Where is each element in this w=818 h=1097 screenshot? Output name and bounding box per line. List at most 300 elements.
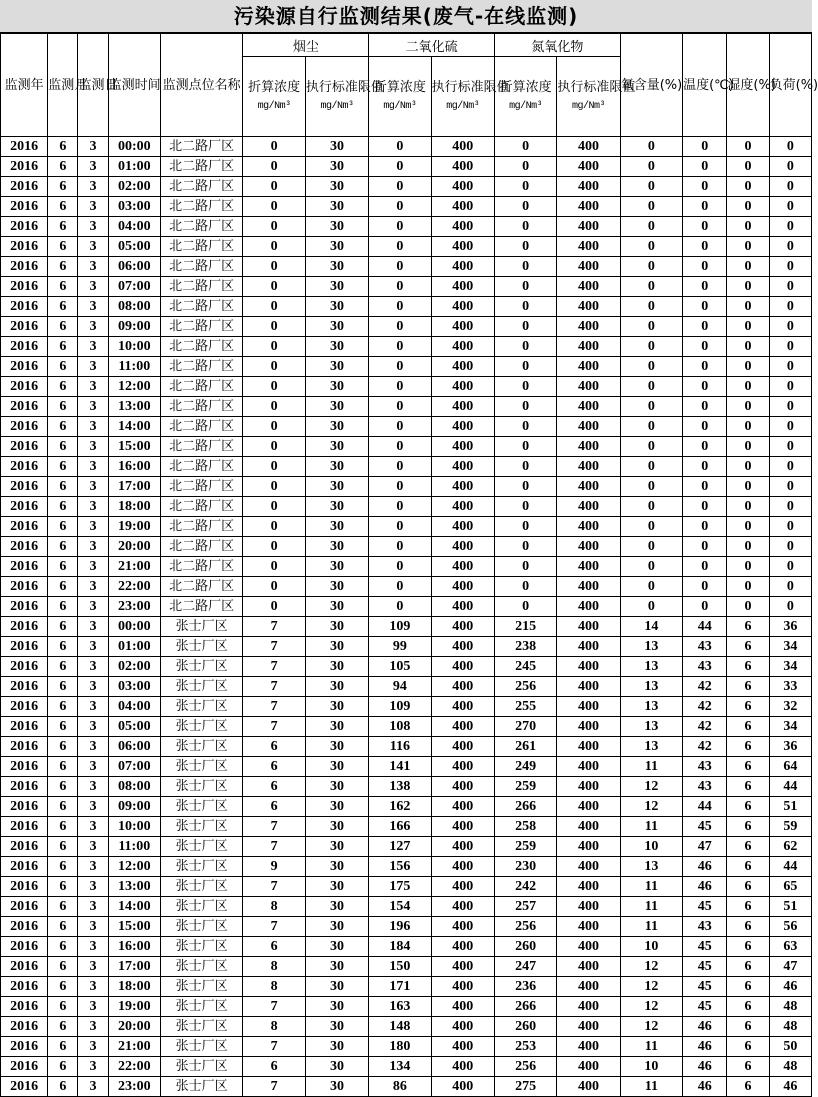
cell-nox-conc: 266 — [494, 797, 556, 817]
table-row — [1, 437, 812, 457]
cell-month: 6 — [48, 297, 78, 317]
cell-year: 2016 — [1, 197, 48, 217]
cell-nox-conc: 0 — [494, 577, 556, 597]
cell-dust-conc: 8 — [243, 1017, 305, 1037]
header-so2-conc: 折算浓度 mg/Nm³ — [369, 57, 431, 137]
cell-year: 2016 — [1, 677, 48, 697]
cell-site: 北二路厂区 — [160, 137, 243, 157]
table-row — [1, 657, 812, 677]
cell-time: 18:00 — [108, 977, 160, 997]
cell-year: 2016 — [1, 557, 48, 577]
cell-so2-conc: 116 — [369, 737, 431, 757]
header-month: 监测月 — [48, 34, 78, 137]
cell-year: 2016 — [1, 297, 48, 317]
cell-so2-limit: 400 — [431, 617, 494, 637]
cell-month: 6 — [48, 417, 78, 437]
cell-day: 3 — [78, 517, 108, 537]
cell-so2-limit: 400 — [431, 497, 494, 517]
cell-month: 6 — [48, 837, 78, 857]
cell-humidity: 0 — [727, 577, 769, 597]
cell-temperature: 0 — [683, 557, 727, 577]
cell-oxygen: 11 — [620, 1077, 682, 1097]
cell-nox-conc: 256 — [494, 677, 556, 697]
cell-so2-conc: 0 — [369, 297, 431, 317]
cell-day: 3 — [78, 457, 108, 477]
cell-humidity: 0 — [727, 317, 769, 337]
cell-nox-conc: 245 — [494, 657, 556, 677]
cell-temperature: 0 — [683, 137, 727, 157]
cell-temperature: 43 — [683, 637, 727, 657]
cell-day: 3 — [78, 277, 108, 297]
cell-so2-limit: 400 — [431, 297, 494, 317]
cell-site: 张士厂区 — [160, 737, 243, 757]
cell-dust-limit: 30 — [305, 157, 368, 177]
cell-oxygen: 10 — [620, 937, 682, 957]
cell-time: 23:00 — [108, 597, 160, 617]
cell-dust-conc: 0 — [243, 317, 305, 337]
cell-humidity: 0 — [727, 457, 769, 477]
cell-nox-limit: 400 — [557, 857, 620, 877]
cell-site: 北二路厂区 — [160, 417, 243, 437]
cell-load: 0 — [769, 237, 811, 257]
cell-load: 0 — [769, 577, 811, 597]
cell-site: 张士厂区 — [160, 837, 243, 857]
cell-day: 3 — [78, 877, 108, 897]
cell-time: 10:00 — [108, 817, 160, 837]
cell-load: 0 — [769, 497, 811, 517]
cell-nox-conc: 0 — [494, 297, 556, 317]
cell-month: 6 — [48, 537, 78, 557]
cell-temperature: 46 — [683, 1017, 727, 1037]
cell-month: 6 — [48, 177, 78, 197]
cell-dust-limit: 30 — [305, 757, 368, 777]
table-row — [1, 477, 812, 497]
page-title: 污染源自行监测结果(废气-在线监测) — [0, 0, 812, 33]
cell-year: 2016 — [1, 257, 48, 277]
cell-dust-conc: 7 — [243, 1077, 305, 1097]
cell-humidity: 0 — [727, 397, 769, 417]
cell-so2-limit: 400 — [431, 657, 494, 677]
cell-day: 3 — [78, 477, 108, 497]
cell-year: 2016 — [1, 617, 48, 637]
cell-time: 12:00 — [108, 377, 160, 397]
cell-year: 2016 — [1, 357, 48, 377]
cell-dust-limit: 30 — [305, 977, 368, 997]
table-row — [1, 237, 812, 257]
cell-year: 2016 — [1, 577, 48, 597]
cell-so2-conc: 0 — [369, 477, 431, 497]
cell-time: 20:00 — [108, 537, 160, 557]
cell-dust-limit: 30 — [305, 377, 368, 397]
cell-month: 6 — [48, 437, 78, 457]
cell-day: 3 — [78, 177, 108, 197]
cell-month: 6 — [48, 817, 78, 837]
cell-humidity: 0 — [727, 417, 769, 437]
cell-temperature: 0 — [683, 157, 727, 177]
cell-so2-conc: 0 — [369, 597, 431, 617]
cell-load: 0 — [769, 457, 811, 477]
cell-nox-limit: 400 — [557, 557, 620, 577]
cell-time: 16:00 — [108, 457, 160, 477]
cell-dust-conc: 7 — [243, 717, 305, 737]
cell-time: 09:00 — [108, 317, 160, 337]
cell-month: 6 — [48, 617, 78, 637]
cell-so2-limit: 400 — [431, 1037, 494, 1057]
header-temperature: 温度(℃) — [683, 34, 727, 137]
cell-nox-conc: 259 — [494, 777, 556, 797]
cell-site: 张士厂区 — [160, 697, 243, 717]
cell-year: 2016 — [1, 1037, 48, 1057]
table-row — [1, 457, 812, 477]
cell-nox-limit: 400 — [557, 1077, 620, 1097]
cell-load: 0 — [769, 317, 811, 337]
cell-day: 3 — [78, 377, 108, 397]
cell-dust-limit: 30 — [305, 277, 368, 297]
cell-so2-limit: 400 — [431, 797, 494, 817]
cell-month: 6 — [48, 1037, 78, 1057]
cell-load: 63 — [769, 937, 811, 957]
cell-site: 张士厂区 — [160, 617, 243, 637]
cell-temperature: 0 — [683, 437, 727, 457]
cell-time: 05:00 — [108, 237, 160, 257]
cell-load: 51 — [769, 897, 811, 917]
cell-oxygen: 0 — [620, 257, 682, 277]
cell-nox-conc: 0 — [494, 457, 556, 477]
cell-load: 0 — [769, 157, 811, 177]
cell-load: 0 — [769, 297, 811, 317]
cell-nox-limit: 400 — [557, 677, 620, 697]
cell-temperature: 0 — [683, 197, 727, 217]
cell-nox-conc: 259 — [494, 837, 556, 857]
cell-dust-limit: 30 — [305, 1057, 368, 1077]
cell-site: 张士厂区 — [160, 1037, 243, 1057]
cell-month: 6 — [48, 557, 78, 577]
cell-so2-conc: 0 — [369, 557, 431, 577]
cell-dust-conc: 7 — [243, 837, 305, 857]
cell-so2-conc: 162 — [369, 797, 431, 817]
cell-site: 北二路厂区 — [160, 577, 243, 597]
cell-humidity: 6 — [727, 1077, 769, 1097]
cell-nox-limit: 400 — [557, 377, 620, 397]
cell-so2-conc: 99 — [369, 637, 431, 657]
cell-so2-limit: 400 — [431, 817, 494, 837]
cell-load: 51 — [769, 797, 811, 817]
cell-time: 02:00 — [108, 657, 160, 677]
cell-time: 11:00 — [108, 357, 160, 377]
cell-temperature: 43 — [683, 757, 727, 777]
cell-temperature: 43 — [683, 657, 727, 677]
cell-humidity: 6 — [727, 717, 769, 737]
cell-day: 3 — [78, 777, 108, 797]
cell-time: 03:00 — [108, 197, 160, 217]
cell-so2-limit: 400 — [431, 437, 494, 457]
cell-so2-limit: 400 — [431, 1017, 494, 1037]
cell-humidity: 6 — [727, 697, 769, 717]
cell-so2-limit: 400 — [431, 1057, 494, 1077]
header-day: 监测日 — [78, 34, 108, 137]
table-row — [1, 757, 812, 777]
table-row — [1, 157, 812, 177]
cell-nox-limit: 400 — [557, 597, 620, 617]
cell-time: 19:00 — [108, 517, 160, 537]
cell-dust-conc: 7 — [243, 657, 305, 677]
cell-dust-limit: 30 — [305, 197, 368, 217]
table-row — [1, 717, 812, 737]
cell-site: 张士厂区 — [160, 817, 243, 837]
cell-dust-limit: 30 — [305, 637, 368, 657]
cell-time: 12:00 — [108, 857, 160, 877]
cell-so2-limit: 400 — [431, 257, 494, 277]
cell-site: 北二路厂区 — [160, 257, 243, 277]
cell-year: 2016 — [1, 517, 48, 537]
cell-month: 6 — [48, 377, 78, 397]
cell-nox-limit: 400 — [557, 437, 620, 457]
cell-nox-conc: 275 — [494, 1077, 556, 1097]
cell-nox-conc: 249 — [494, 757, 556, 777]
cell-so2-limit: 400 — [431, 857, 494, 877]
cell-nox-conc: 261 — [494, 737, 556, 757]
cell-humidity: 0 — [727, 497, 769, 517]
cell-site: 北二路厂区 — [160, 497, 243, 517]
cell-dust-conc: 0 — [243, 437, 305, 457]
cell-humidity: 0 — [727, 277, 769, 297]
cell-humidity: 6 — [727, 797, 769, 817]
table-row — [1, 877, 812, 897]
cell-time: 00:00 — [108, 617, 160, 637]
cell-humidity: 0 — [727, 297, 769, 317]
cell-oxygen: 0 — [620, 217, 682, 237]
cell-load: 44 — [769, 857, 811, 877]
cell-year: 2016 — [1, 597, 48, 617]
cell-so2-limit: 400 — [431, 557, 494, 577]
table-row — [1, 777, 812, 797]
cell-temperature: 0 — [683, 237, 727, 257]
cell-dust-limit: 30 — [305, 857, 368, 877]
cell-site: 北二路厂区 — [160, 377, 243, 397]
cell-humidity: 6 — [727, 997, 769, 1017]
cell-dust-conc: 7 — [243, 637, 305, 657]
cell-time: 08:00 — [108, 297, 160, 317]
cell-load: 32 — [769, 697, 811, 717]
cell-year: 2016 — [1, 457, 48, 477]
cell-oxygen: 12 — [620, 977, 682, 997]
cell-oxygen: 11 — [620, 897, 682, 917]
cell-humidity: 0 — [727, 357, 769, 377]
cell-nox-limit: 400 — [557, 817, 620, 837]
cell-month: 6 — [48, 477, 78, 497]
cell-so2-limit: 400 — [431, 837, 494, 857]
cell-load: 47 — [769, 957, 811, 977]
table-row — [1, 797, 812, 817]
cell-month: 6 — [48, 897, 78, 917]
cell-oxygen: 0 — [620, 137, 682, 157]
cell-dust-limit: 30 — [305, 537, 368, 557]
table-row — [1, 417, 812, 437]
cell-day: 3 — [78, 837, 108, 857]
cell-load: 48 — [769, 997, 811, 1017]
cell-dust-limit: 30 — [305, 417, 368, 437]
cell-dust-limit: 30 — [305, 137, 368, 157]
cell-site: 张士厂区 — [160, 757, 243, 777]
cell-oxygen: 0 — [620, 577, 682, 597]
cell-month: 6 — [48, 577, 78, 597]
cell-so2-limit: 400 — [431, 217, 494, 237]
cell-so2-limit: 400 — [431, 777, 494, 797]
cell-so2-conc: 0 — [369, 137, 431, 157]
cell-site: 北二路厂区 — [160, 197, 243, 217]
cell-nox-limit: 400 — [557, 337, 620, 357]
cell-nox-limit: 400 — [557, 297, 620, 317]
cell-so2-limit: 400 — [431, 977, 494, 997]
cell-day: 3 — [78, 317, 108, 337]
table-row — [1, 1077, 812, 1097]
cell-nox-conc: 0 — [494, 177, 556, 197]
cell-year: 2016 — [1, 877, 48, 897]
cell-nox-limit: 400 — [557, 237, 620, 257]
cell-oxygen: 0 — [620, 597, 682, 617]
cell-time: 22:00 — [108, 1057, 160, 1077]
cell-day: 3 — [78, 397, 108, 417]
cell-month: 6 — [48, 357, 78, 377]
cell-year: 2016 — [1, 857, 48, 877]
header-group-nox: 氮氧化物 — [494, 34, 620, 57]
cell-year: 2016 — [1, 697, 48, 717]
cell-nox-limit: 400 — [557, 697, 620, 717]
table-row — [1, 397, 812, 417]
cell-load: 46 — [769, 1077, 811, 1097]
cell-year: 2016 — [1, 917, 48, 937]
cell-nox-conc: 230 — [494, 857, 556, 877]
cell-time: 06:00 — [108, 257, 160, 277]
cell-so2-limit: 400 — [431, 897, 494, 917]
cell-month: 6 — [48, 1057, 78, 1077]
cell-site: 北二路厂区 — [160, 157, 243, 177]
cell-nox-conc: 260 — [494, 1017, 556, 1037]
cell-load: 0 — [769, 197, 811, 217]
cell-temperature: 45 — [683, 897, 727, 917]
cell-oxygen: 14 — [620, 617, 682, 637]
cell-humidity: 6 — [727, 737, 769, 757]
cell-dust-conc: 9 — [243, 857, 305, 877]
cell-load: 0 — [769, 277, 811, 297]
cell-so2-limit: 400 — [431, 397, 494, 417]
cell-temperature: 0 — [683, 497, 727, 517]
cell-nox-conc: 238 — [494, 637, 556, 657]
cell-humidity: 0 — [727, 157, 769, 177]
cell-so2-limit: 400 — [431, 277, 494, 297]
cell-so2-conc: 86 — [369, 1077, 431, 1097]
cell-dust-conc: 7 — [243, 817, 305, 837]
cell-so2-conc: 0 — [369, 517, 431, 537]
cell-nox-limit: 400 — [557, 717, 620, 737]
table-row — [1, 897, 812, 917]
cell-oxygen: 0 — [620, 277, 682, 297]
cell-oxygen: 0 — [620, 237, 682, 257]
cell-site: 北二路厂区 — [160, 357, 243, 377]
cell-dust-limit: 30 — [305, 737, 368, 757]
cell-month: 6 — [48, 257, 78, 277]
cell-temperature: 44 — [683, 617, 727, 637]
header-dust-limit: 执行标准限值 mg/Nm³ — [305, 57, 368, 137]
cell-month: 6 — [48, 757, 78, 777]
cell-humidity: 6 — [727, 1017, 769, 1037]
cell-site: 北二路厂区 — [160, 177, 243, 197]
cell-time: 06:00 — [108, 737, 160, 757]
cell-nox-limit: 400 — [557, 277, 620, 297]
cell-load: 44 — [769, 777, 811, 797]
cell-oxygen: 0 — [620, 197, 682, 217]
cell-day: 3 — [78, 1057, 108, 1077]
cell-day: 3 — [78, 497, 108, 517]
cell-load: 48 — [769, 1017, 811, 1037]
cell-oxygen: 13 — [620, 737, 682, 757]
cell-day: 3 — [78, 617, 108, 637]
cell-temperature: 43 — [683, 917, 727, 937]
cell-oxygen: 0 — [620, 157, 682, 177]
cell-site: 张士厂区 — [160, 857, 243, 877]
cell-nox-limit: 400 — [557, 937, 620, 957]
cell-time: 07:00 — [108, 277, 160, 297]
cell-day: 3 — [78, 297, 108, 317]
cell-day: 3 — [78, 677, 108, 697]
cell-year: 2016 — [1, 437, 48, 457]
cell-nox-conc: 256 — [494, 1057, 556, 1077]
header-dust-conc: 折算浓度 mg/Nm³ — [243, 57, 305, 137]
cell-oxygen: 11 — [620, 877, 682, 897]
cell-month: 6 — [48, 917, 78, 937]
cell-nox-conc: 236 — [494, 977, 556, 997]
cell-day: 3 — [78, 817, 108, 837]
cell-dust-conc: 6 — [243, 1057, 305, 1077]
cell-day: 3 — [78, 437, 108, 457]
cell-dust-limit: 30 — [305, 797, 368, 817]
cell-load: 0 — [769, 177, 811, 197]
cell-time: 21:00 — [108, 557, 160, 577]
cell-year: 2016 — [1, 537, 48, 557]
cell-oxygen: 13 — [620, 677, 682, 697]
cell-nox-limit: 400 — [557, 317, 620, 337]
cell-nox-conc: 0 — [494, 337, 556, 357]
cell-humidity: 6 — [727, 817, 769, 837]
cell-dust-limit: 30 — [305, 597, 368, 617]
cell-time: 09:00 — [108, 797, 160, 817]
cell-so2-conc: 171 — [369, 977, 431, 997]
cell-dust-conc: 0 — [243, 417, 305, 437]
cell-oxygen: 12 — [620, 997, 682, 1017]
cell-load: 36 — [769, 617, 811, 637]
cell-nox-limit: 400 — [557, 657, 620, 677]
header-so2-limit: 执行标准限值 mg/Nm³ — [431, 57, 494, 137]
cell-so2-conc: 0 — [369, 317, 431, 337]
cell-so2-conc: 0 — [369, 457, 431, 477]
cell-temperature: 0 — [683, 217, 727, 237]
cell-oxygen: 12 — [620, 797, 682, 817]
cell-month: 6 — [48, 217, 78, 237]
cell-oxygen: 13 — [620, 717, 682, 737]
table-row — [1, 377, 812, 397]
cell-dust-limit: 30 — [305, 997, 368, 1017]
cell-load: 0 — [769, 477, 811, 497]
cell-year: 2016 — [1, 1017, 48, 1037]
cell-humidity: 6 — [727, 1057, 769, 1077]
cell-load: 0 — [769, 397, 811, 417]
cell-so2-conc: 156 — [369, 857, 431, 877]
cell-dust-conc: 7 — [243, 697, 305, 717]
cell-dust-conc: 6 — [243, 737, 305, 757]
cell-dust-conc: 0 — [243, 457, 305, 477]
cell-nox-limit: 400 — [557, 977, 620, 997]
cell-time: 22:00 — [108, 577, 160, 597]
